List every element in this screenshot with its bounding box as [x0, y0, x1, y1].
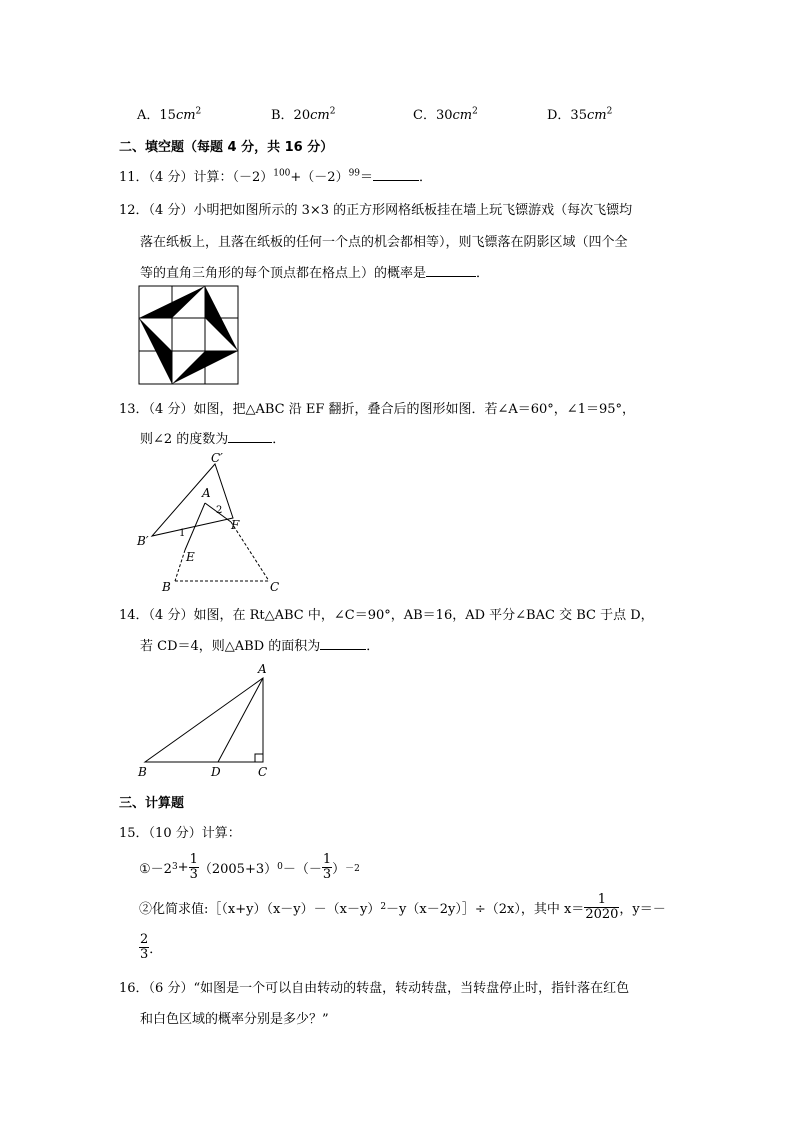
question-15-head: 15．（10 分）计算：: [119, 826, 241, 841]
answer-blank[interactable]: [373, 168, 419, 181]
question-14-line1: 14．（4 分）如图，在 Rt△ABC 中，∠C＝90°，AB＝16，AD 平分∠BAC 交 BC 于点 D，: [119, 608, 654, 623]
label-b-prime: B′: [137, 534, 149, 548]
question-12-line3: 等的直角三角形的每个顶点都在格点上）的概率是 ．: [140, 266, 490, 281]
fraction-y-value: $\frac{2}{3}$: [140, 931, 149, 962]
option-c-label: C．30: [413, 108, 453, 123]
label-c: C: [270, 580, 280, 593]
question-13-line1: 13．（4 分）如图，把△ABC 沿 EF 翻折，叠合后的图形如图．若∠A＝60°，∠1＝95°，: [119, 402, 636, 417]
question-11: 11．（4 分）计算：$(-2)^{100}+(-2)^{99}=$ ．: [119, 168, 433, 185]
bisector-ad: [218, 678, 263, 762]
question-16-line2: 和白色区域的概率分别是多少？”: [140, 1012, 329, 1027]
folded-triangle-figure: [130, 448, 290, 593]
fraction-one-third: $\frac{1}{3}$: [322, 851, 332, 882]
question-15-part2: ②化简求值:［（x+y）（x－y）－（x－y） 2 －y（x－2y）］÷（2x），其中 x＝ $\frac{1}{2020}$ ，y＝－: [139, 891, 666, 922]
label-b: B: [138, 765, 147, 779]
right-triangle-figure: [130, 660, 280, 782]
label-c-prime: C′: [211, 451, 223, 465]
label-a: A: [202, 486, 211, 500]
triangle-lines: [145, 678, 263, 762]
section-calc-title: 三、计算题: [119, 796, 185, 811]
right-angle-mark: [255, 754, 263, 762]
fraction-x-value: $\frac{1}{2020}$: [585, 891, 619, 922]
triangle-abc: [145, 678, 263, 762]
option-a-label: A．15: [137, 108, 176, 123]
shaded-triangles: [139, 286, 238, 384]
question-14-line2: 若 CD＝4，则△ABD 的面积为 ．: [140, 639, 380, 654]
answer-blank[interactable]: [320, 637, 366, 650]
label-b: B: [162, 580, 171, 593]
fold-edge-ae: [185, 503, 205, 550]
label-1: 1: [179, 528, 186, 539]
section-fill-in-title: 二、填空题（每题 4 分，共 16 分）: [119, 140, 334, 155]
option-b-label: B．20: [271, 108, 311, 123]
question-12-line2: 落在纸板上，且落在纸板的任何一个点的机会都相等），则飞镖落在阴影区域（四个全: [140, 235, 628, 250]
question-13-line2: 则∠2 的度数为 ．: [140, 432, 286, 447]
label-a: A: [258, 662, 267, 676]
question-12-line1: 12．（4 分）小明把如图所示的 3×3 的正方形网格纸板挂在墙上玩飞镖游戏（每次飞镖均: [119, 203, 633, 218]
option-a: A．$15cm^2$: [137, 106, 202, 123]
option-b: B．$20cm^2$: [271, 106, 336, 123]
answer-blank[interactable]: [426, 264, 476, 277]
label-2: 2: [216, 505, 223, 516]
fraction-one-third: $\frac{1}{3}$: [189, 851, 198, 882]
question-15-part1: ①－2 3 + $\frac{1}{3}$ （2005+3） 0 －（－ $\frac{1}{3}$ ） －2: [139, 851, 360, 882]
label-d: D: [211, 765, 221, 779]
option-c: C．$30cm^2$: [413, 106, 478, 123]
label-e: E: [186, 550, 195, 564]
question-15-part2-cont: $\frac{2}{3}$ ．: [140, 931, 163, 962]
option-d-label: D．35: [547, 108, 587, 123]
dartboard-grid-figure: [138, 285, 240, 385]
question-16-line1: 16．（6 分）“如图是一个可以自由转动的转盘，转动转盘，当转盘停止时，指针落在红色: [119, 981, 630, 996]
folded-triangle: [152, 464, 233, 536]
answer-blank[interactable]: [228, 430, 272, 443]
label-c: C: [258, 765, 268, 779]
option-d: D．$35cm^2$: [547, 106, 613, 123]
label-f: F: [231, 518, 240, 532]
